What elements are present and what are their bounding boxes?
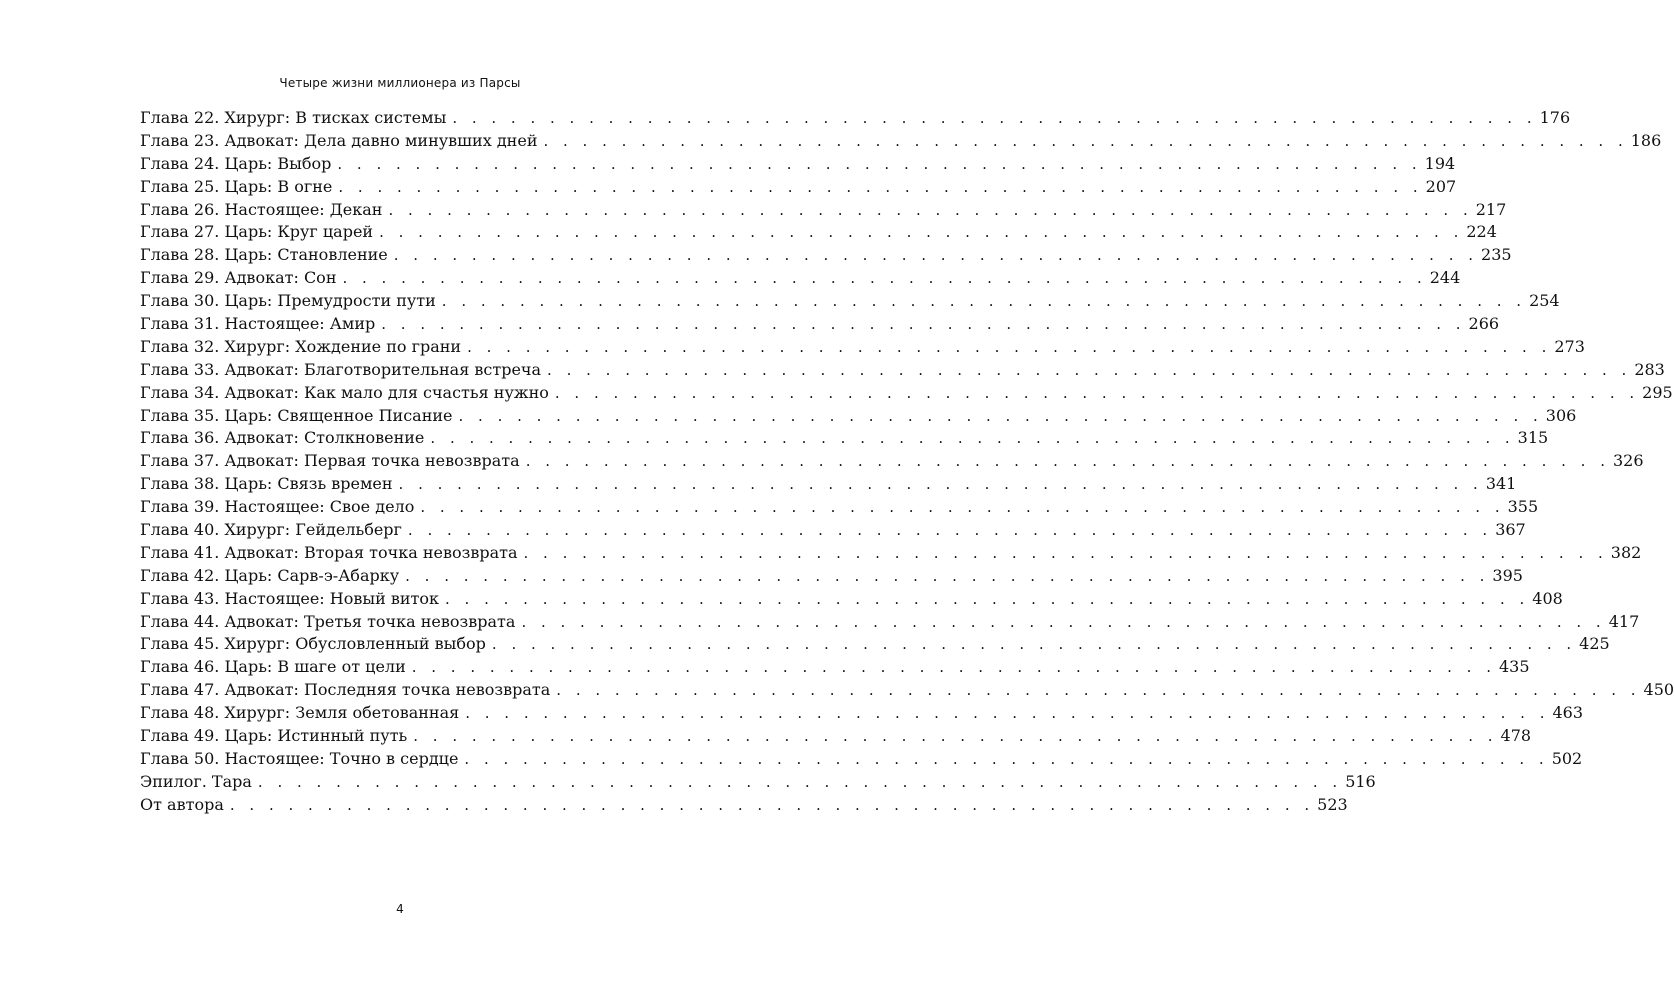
toc-entry	[140, 153, 1456, 176]
toc-entry	[140, 313, 1500, 336]
toc-entry-title: Глава 38. Царь: Связь времен	[140, 474, 393, 494]
toc-entry-page-number: 273	[1554, 336, 1585, 356]
dot-leader: . . . . . . . . . . . . . . . . . . . . . . . . . . . . . . . . . . . . . . . . . . . . . . . . . . . . . . . .	[411, 658, 1496, 677]
toc-entry-title: Глава 44. Адвокат: Третья точка невозврата	[140, 611, 516, 631]
toc-entry	[140, 199, 1507, 222]
toc-entry-page-number: 207	[1425, 176, 1457, 196]
toc-entry-page-number: 283	[1634, 359, 1665, 379]
dot-leader: . . . . . . . . . . . . . . . . . . . . . . . . . . . . . . . . . . . . . . . . . . . . . . . . . . . . . . . .	[337, 154, 1422, 173]
dot-leader: . . . . . . . . . . . . . . . . . . . . . . . . . . . . . . . . . . . . . . . . . . . . . . . . . . . . . . . .	[556, 681, 1641, 700]
toc-entry	[140, 611, 1640, 634]
dot-leader: . . . . . . . . . . . . . . . . . . . . . . . . . . . . . . . . . . . . . . . . . . . . . . . . . . . . . . . .	[430, 429, 1515, 448]
dot-leader: . . . . . . . . . . . . . . . . . . . . . . . . . . . . . . . . . . . . . . . . . . . . . . . . . . . . . . . .	[388, 200, 1473, 219]
toc-entry-page-number: 355	[1507, 497, 1539, 517]
toc-entry	[140, 244, 1512, 267]
dot-leader: . . . . . . . . . . . . . . . . . . . . . . . . . . . . . . . . . . . . . . . . . . . . . . . . . . . . . . . .	[413, 727, 1498, 746]
dot-leader: . . . . . . . . . . . . . . . . . . . . . . . . . . . . . . . . . . . . . . . . . . . . . . . . . . . . . . . .	[338, 177, 1423, 196]
dot-leader: . . . . . . . . . . . . . . . . . . . . . . . . . . . . . . . . . . . . . . . . . . . . . . . . . . . . . . . .	[257, 772, 1343, 791]
dot-leader: . . . . . . . . . . . . . . . . . . . . . . . . . . . . . . . . . . . . . . . . . . . . . . . . . . . . . . . .	[229, 795, 1315, 814]
toc-entry-page-number: 523	[1317, 794, 1348, 814]
toc-entry-title: Глава 23. Адвокат: Дела давно минувших дней	[140, 130, 538, 150]
dot-leader: . . . . . . . . . . . . . . . . . . . . . . . . . . . . . . . . . . . . . . . . . . . . . . . . . . . . . . . .	[420, 498, 1505, 517]
toc-entry-title: Глава 28. Царь: Становление	[140, 245, 388, 265]
dot-leader: . . . . . . . . . . . . . . . . . . . . . . . . . . . . . . . . . . . . . . . . . . . . . . . . . . . . . . . .	[525, 452, 1610, 471]
toc-entry-title: Глава 47. Адвокат: Последняя точка невозврата	[140, 680, 551, 700]
toc-entry	[140, 794, 1348, 817]
toc-entry-page-number: 217	[1475, 199, 1507, 219]
dot-leader: . . . . . . . . . . . . . . . . . . . . . . . . . . . . . . . . . . . . . . . . . . . . . . . . . . . . . . . .	[393, 246, 1479, 265]
toc-entry-title: Глава 24. Царь: Выбор	[140, 153, 332, 173]
toc-entry-title: Глава 42. Царь: Сарв-э-Абарку	[140, 565, 400, 585]
toc-entry	[140, 405, 1577, 428]
toc-entry-title: Глава 29. Адвокат: Сон	[140, 268, 337, 288]
toc-entry-title: Глава 46. Царь: В шаге от цели	[140, 657, 406, 677]
toc-entry	[140, 382, 1673, 405]
dot-leader: . . . . . . . . . . . . . . . . . . . . . . . . . . . . . . . . . . . . . . . . . . . . . . . . . . . . . . . .	[458, 406, 1543, 425]
toc-entry-page-number: 266	[1468, 314, 1500, 334]
dot-leader: . . . . . . . . . . . . . . . . . . . . . . . . . . . . . . . . . . . . . . . . . . . . . . . . . . . . . . . .	[445, 589, 1530, 608]
toc-entry-page-number: 367	[1495, 520, 1526, 540]
dot-leader: . . . . . . . . . . . . . . . . . . . . . . . . . . . . . . . . . . . . . . . . . . . . . . . . . . . . . . . .	[523, 543, 1608, 562]
toc-entry-title: Глава 40. Хирург: Гейдельберг	[140, 520, 402, 540]
toc-entry	[140, 542, 1642, 565]
toc-entry-title: Глава 32. Хирург: Хождение по грани	[140, 336, 462, 356]
toc-entry-page-number: 463	[1552, 703, 1584, 723]
toc-entry-page-number: 326	[1612, 451, 1644, 471]
dot-leader: . . . . . . . . . . . . . . . . . . . . . . . . . . . . . . . . . . . . . . . . . . . . . . . . . . . . . . . .	[467, 337, 1552, 356]
toc-entry	[140, 496, 1539, 519]
dot-leader: . . . . . . . . . . . . . . . . . . . . . . . . . . . . . . . . . . . . . . . . . . . . . . . . . . . . . . . .	[452, 109, 1537, 127]
dot-leader: . . . . . . . . . . . . . . . . . . . . . . . . . . . . . . . . . . . . . . . . . . . . . . . . . . . . . . . .	[398, 475, 1483, 494]
dot-leader: . . . . . . . . . . . . . . . . . . . . . . . . . . . . . . . . . . . . . . . . . . . . . . . . . . . . . . . .	[441, 292, 1527, 311]
toc-entry	[140, 290, 1560, 313]
toc-entry-title: Глава 36. Адвокат: Столкновение	[140, 428, 425, 448]
dot-leader: . . . . . . . . . . . . . . . . . . . . . . . . . . . . . . . . . . . . . . . . . . . . . . . . . . . . . . . .	[464, 749, 1549, 768]
toc-entry	[140, 702, 1584, 725]
toc-entry-page-number: 450	[1643, 680, 1674, 700]
toc-entry-title: Глава 39. Настоящее: Свое дело	[140, 497, 415, 517]
dot-leader: . . . . . . . . . . . . . . . . . . . . . . . . . . . . . . . . . . . . . . . . . . . . . . . . . . . . . . . .	[521, 612, 1606, 631]
toc-entry-title: Глава 26. Настоящее: Декан	[140, 199, 383, 219]
toc-entry	[140, 656, 1530, 679]
toc-entry-page-number: 395	[1492, 565, 1523, 585]
toc-entry	[140, 473, 1517, 496]
toc-entry-title: Глава 49. Царь: Истинный путь	[140, 726, 408, 746]
toc-entry-page-number: 306	[1545, 405, 1577, 425]
toc-entry-page-number: 224	[1466, 222, 1497, 242]
toc-entry	[140, 565, 1523, 588]
toc-entry-page-number: 341	[1485, 474, 1517, 494]
toc-entry-page-number: 382	[1610, 542, 1642, 562]
toc-entry	[140, 633, 1610, 656]
dot-leader: . . . . . . . . . . . . . . . . . . . . . . . . . . . . . . . . . . . . . . . . . . . . . . . . . . . . . . . .	[547, 360, 1632, 379]
toc-entry	[140, 336, 1585, 359]
toc-entry-page-number: 417	[1608, 611, 1640, 631]
toc-entry-title: Глава 50. Настоящее: Точно в сердце	[140, 748, 459, 768]
toc-entry-title: Глава 41. Адвокат: Вторая точка невозврата	[140, 542, 518, 562]
toc-entry	[140, 588, 1563, 611]
toc-entry-title: Глава 30. Царь: Премудрости пути	[140, 291, 436, 311]
toc-entry	[140, 427, 1549, 450]
toc-entry-page-number: 478	[1500, 726, 1532, 746]
toc-entry-title: От автора	[140, 794, 224, 814]
dot-leader: . . . . . . . . . . . . . . . . . . . . . . . . . . . . . . . . . . . . . . . . . . . . . . . . . . . . . . . .	[381, 315, 1466, 334]
toc-entry-title: Глава 33. Адвокат: Благотворительная встреча	[140, 359, 542, 379]
toc-entry	[140, 679, 1674, 702]
toc-entry	[140, 176, 1457, 199]
toc-entry-title: Глава 25. Царь: В огне	[140, 176, 333, 196]
toc-entry-title: Эпилог. Тара	[140, 771, 252, 791]
page-number: 4	[396, 902, 404, 916]
toc-entry	[140, 771, 1376, 794]
dot-leader: . . . . . . . . . . . . . . . . . . . . . . . . . . . . . . . . . . . . . . . . . . . . . . . . . . . . . . . .	[543, 131, 1628, 150]
toc-entry-title: Глава 22. Хирург: В тисках системы	[140, 108, 447, 127]
toc-entry-page-number: 516	[1345, 771, 1376, 791]
dot-leader: . . . . . . . . . . . . . . . . . . . . . . . . . . . . . . . . . . . . . . . . . . . . . . . . . . . . . . . .	[491, 635, 1577, 654]
toc-entry	[140, 107, 1571, 130]
toc-entry-page-number: 235	[1481, 245, 1512, 265]
toc-entry-title: Глава 45. Хирург: Обусловленный выбор	[140, 634, 486, 654]
toc-entry-page-number: 176	[1539, 108, 1571, 127]
toc-entry-page-number: 435	[1499, 657, 1530, 677]
toc-entry	[140, 130, 1662, 153]
dot-leader: . . . . . . . . . . . . . . . . . . . . . . . . . . . . . . . . . . . . . . . . . . . . . . . . . . . . . . . .	[465, 704, 1550, 723]
toc-entry	[140, 267, 1461, 290]
toc-entry-page-number: 295	[1642, 382, 1673, 402]
toc-entry-page-number: 408	[1532, 588, 1563, 608]
dot-leader: . . . . . . . . . . . . . . . . . . . . . . . . . . . . . . . . . . . . . . . . . . . . . . . . . . . . . . . .	[407, 521, 1493, 540]
running-header: Четыре жизни миллионера из Парсы	[279, 76, 521, 90]
toc-entry-page-number: 244	[1429, 268, 1461, 288]
toc-entry-title: Глава 37. Адвокат: Первая точка невозврата	[140, 451, 520, 471]
toc-entry-title: Глава 27. Царь: Круг царей	[140, 222, 374, 242]
toc-entry	[140, 519, 1526, 542]
toc-entry-title: Глава 35. Царь: Священное Писание	[140, 405, 453, 425]
toc-entry-page-number: 194	[1424, 153, 1456, 173]
dot-leader: . . . . . . . . . . . . . . . . . . . . . . . . . . . . . . . . . . . . . . . . . . . . . . . . . . . . . . . .	[405, 566, 1490, 585]
toc-entry	[140, 450, 1644, 473]
dot-leader: . . . . . . . . . . . . . . . . . . . . . . . . . . . . . . . . . . . . . . . . . . . . . . . . . . . . . . . .	[554, 383, 1640, 402]
toc-entry-page-number: 425	[1579, 634, 1610, 654]
toc-entry	[140, 359, 1665, 382]
toc-entry-page-number: 254	[1529, 291, 1560, 311]
table-of-contents	[140, 107, 1674, 817]
toc-entry	[140, 748, 1583, 771]
toc-entry-page-number: 186	[1630, 130, 1662, 150]
toc-entry-title: Глава 31. Настоящее: Амир	[140, 314, 376, 334]
dot-leader: . . . . . . . . . . . . . . . . . . . . . . . . . . . . . . . . . . . . . . . . . . . . . . . . . . . . . . . .	[379, 223, 1464, 242]
dot-leader: . . . . . . . . . . . . . . . . . . . . . . . . . . . . . . . . . . . . . . . . . . . . . . . . . . . . . . . .	[342, 269, 1427, 288]
toc-entry-title: Глава 43. Настоящее: Новый виток	[140, 588, 440, 608]
toc-entry-page-number: 315	[1517, 428, 1549, 448]
toc-entry-title: Глава 48. Хирург: Земля обетованная	[140, 703, 460, 723]
toc-entry-page-number: 502	[1551, 748, 1583, 768]
toc-entry	[140, 725, 1532, 748]
toc-entry	[140, 221, 1497, 244]
toc-entry-title: Глава 34. Адвокат: Как мало для счастья нужно	[140, 382, 549, 402]
